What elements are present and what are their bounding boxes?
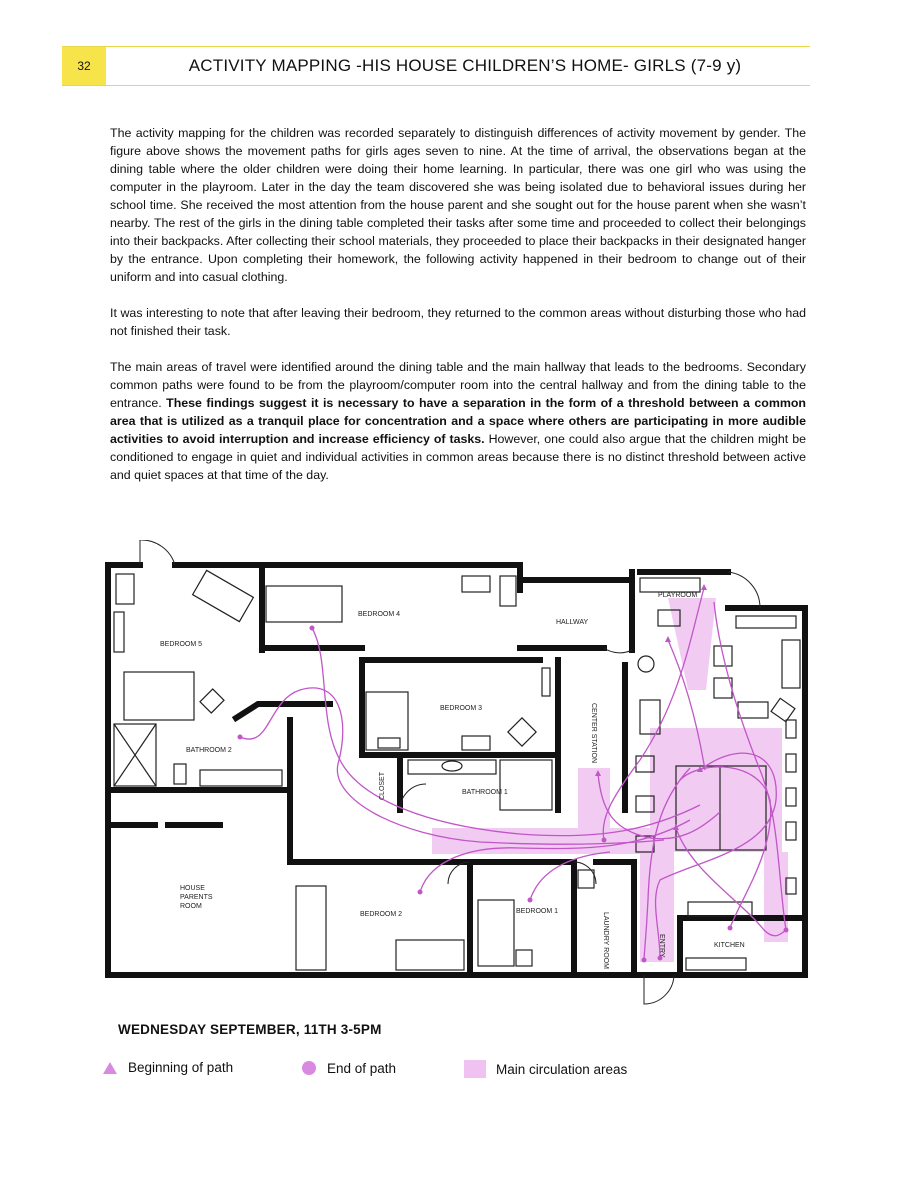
room-label-bedroom5: BEDROOM 5 [160,641,203,648]
circulation-area [668,598,716,690]
date-caption: WEDNESDAY SEPTEMBER, 11TH 3-5PM [118,1022,382,1037]
path-end-marker [728,926,733,931]
triangle-icon [102,1061,118,1075]
path-start-marker [665,636,671,642]
circle-icon [301,1060,317,1076]
room-label-bathroom2: BATHROOM 2 [186,747,232,754]
room-label-bedroom4: BEDROOM 4 [358,611,401,618]
path-start-marker [701,584,707,590]
room-label-bedroom1: BEDROOM 1 [516,908,559,915]
paragraph-3 [110,358,806,484]
path-end-marker [528,898,533,903]
path-end-marker [602,838,607,843]
square-icon [464,1060,486,1078]
room-label-hallway: HALLWAY [556,619,589,626]
floor-plan [100,540,812,1010]
legend-beginning-label: Beginning of path [128,1060,234,1075]
circulation-area [650,728,782,852]
room-label-playroom: PLAYROOM [658,592,698,599]
room-label-bathroom1: BATHROOM 1 [462,789,508,796]
legend-end-label: End of path [327,1060,397,1076]
room-label-house-parents-2: PARENTS [180,894,213,901]
paragraph-3-bold: These findings suggest it is necessary to have a separation in the form of a threshold between a common area that is utilized as a tranquil place for concentration and a space where others are participating in more audible activities to avoid interruption and increase efficiency of tasks. [110,396,806,446]
page-header [62,46,810,86]
path-end-marker [310,626,315,631]
room-label-closet: CLOSET [379,771,386,800]
legend-circulation-label: Main circulation areas [496,1061,628,1077]
room-label-bedroom3: BEDROOM 3 [440,705,483,712]
body-text [110,124,806,502]
paragraph-1: The activity mapping for the children was recorded separately to distinguish differences of activity movement by gender. The figure above shows the movement paths for girls ages seven to nine. At the time of arrival, the observations began at the dining table where the older children were doing their home learning. In particular, there was one girl who was using the computer in the playroom. Later in the day the team discovered she was being isolated due to behavioral issues during her school time. She received the most attention from the house parent and she sought out for the house parent when she wasn’t nearby. The rest of the girls in the dining table completed their tasks after some time and proceeded to collect their belongings into their backpacks. After collecting their school materials, they proceeded to place their backpacks in their designated hanger by the entrance. Upon completing their homework, the following activity happened in their bedroom to change out of their uniform and into casual clothing. [110,126,806,284]
path-end-marker [784,928,789,933]
room-label-center-station: CENTER STATION [590,703,597,764]
room-label-house-parents-1: HOUSE [180,885,205,892]
page-number: 32 [62,47,106,85]
path-end-marker [238,735,243,740]
room-label-bedroom2: BEDROOM 2 [360,911,403,918]
paragraph-3-end: However, one could also argue that the children might be conditioned to engage in quiet and individual activities in common areas because there is no distinct threshold between active and quiet spaces at that time of the day. [110,432,806,482]
legend-beginning [102,1060,233,1075]
path-end-marker [418,890,423,895]
legend-end [301,1060,396,1076]
paragraph-3-start: The main areas of travel were identified around the dining table and the main hallway that leads to the bedrooms. Secondary common paths were found to be from the playroom/computer room into the central hallway and from the dining table to the entrance. [110,360,806,410]
legend-circulation [464,1060,627,1078]
room-label-laundry: LAUNDRY ROOM [602,912,609,969]
page-title: ACTIVITY MAPPING -HIS HOUSE CHILDREN’S HOME- GIRLS (7-9 y) [188,56,742,75]
circulation-areas [432,598,788,962]
room-label-entry: ENTRY [658,934,665,958]
path-end-marker [642,958,647,963]
room-label-kitchen: KITCHEN [714,942,745,949]
room-label-house-parents-3: ROOM [180,903,202,910]
paragraph-2: It was interesting to note that after leaving their bedroom, they returned to the common areas without disturbing those who had not finished their task. [110,306,806,338]
